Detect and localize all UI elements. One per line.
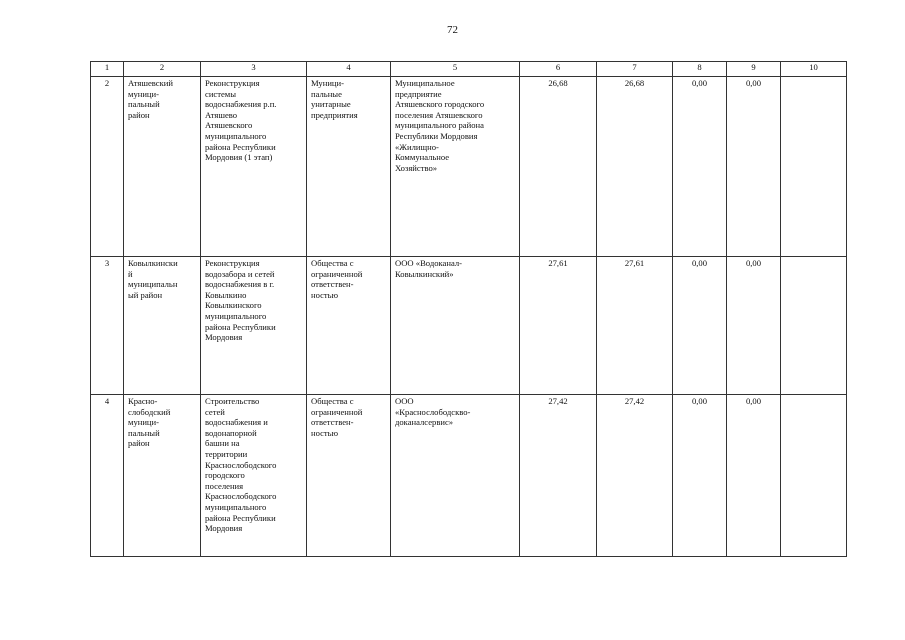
- column-number-cell: 5: [391, 62, 520, 77]
- org-name-cell: ООО «Водоканал- Ковылкинский»: [391, 257, 520, 395]
- column-number-cell: 7: [597, 62, 673, 77]
- table-row: [91, 395, 847, 557]
- project-cell: Строительство сетей водоснабжения и водонапорной башни на территории Краснослободского городского поселения Краснослободского муниципального района Республики Мордовия: [201, 395, 307, 557]
- project-cell: Реконструкция водозабора и сетей водоснабжения в г. Ковылкино Ковылкинского муниципального района Республики Мордовия: [201, 257, 307, 395]
- org-type-cell: Муници- пальные унитарные предприятия: [307, 77, 391, 257]
- district-cell: Красно- слободский муници- пальный район: [124, 395, 201, 557]
- value-cell-col7: 27,42: [597, 395, 673, 557]
- value-cell-col9: 0,00: [727, 77, 781, 257]
- row-number-cell: 3: [91, 257, 124, 395]
- value-cell-col9: 0,00: [727, 395, 781, 557]
- project-cell: Реконструкция системы водоснабжения р.п. Атяшево Атяшевского муниципального района Республики Мордовия (1 этап): [201, 77, 307, 257]
- column-number-cell: 4: [307, 62, 391, 77]
- column-number-row: [91, 62, 847, 77]
- org-name-cell: ООО «Краснослободскво- доканалсервис»: [391, 395, 520, 557]
- column-number-cell: 3: [201, 62, 307, 77]
- value-cell-col6: 27,42: [520, 395, 597, 557]
- value-cell-col10: [781, 395, 847, 557]
- row-number-cell: 4: [91, 395, 124, 557]
- column-number-cell: 8: [673, 62, 727, 77]
- value-cell-col10: [781, 77, 847, 257]
- org-type-cell: Общества с ограниченной ответствен- ностью: [307, 257, 391, 395]
- column-number-cell: 10: [781, 62, 847, 77]
- investment-table: [90, 61, 847, 557]
- value-cell-col6: 26,68: [520, 77, 597, 257]
- org-type-cell: Общества с ограниченной ответствен- ностью: [307, 395, 391, 557]
- row-number-cell: 2: [91, 77, 124, 257]
- column-number-cell: 1: [91, 62, 124, 77]
- value-cell-col8: 0,00: [673, 257, 727, 395]
- table-row: [91, 77, 847, 257]
- page-number: 72: [447, 24, 458, 36]
- value-cell-col8: 0,00: [673, 395, 727, 557]
- value-cell-col7: 26,68: [597, 77, 673, 257]
- column-number-cell: 9: [727, 62, 781, 77]
- district-cell: Атяшевский муници- пальный район: [124, 77, 201, 257]
- table-row: [91, 257, 847, 395]
- org-name-cell: Муниципальное предприятие Атяшевского городского поселения Атяшевского муниципального района Республики Мордовия «Жилищно- Коммунальное Хозяйство»: [391, 77, 520, 257]
- column-number-cell: 6: [520, 62, 597, 77]
- value-cell-col8: 0,00: [673, 77, 727, 257]
- value-cell-col7: 27,61: [597, 257, 673, 395]
- district-cell: Ковылкински й муниципальн ый район: [124, 257, 201, 395]
- column-number-cell: 2: [124, 62, 201, 77]
- value-cell-col9: 0,00: [727, 257, 781, 395]
- value-cell-col6: 27,61: [520, 257, 597, 395]
- value-cell-col10: [781, 257, 847, 395]
